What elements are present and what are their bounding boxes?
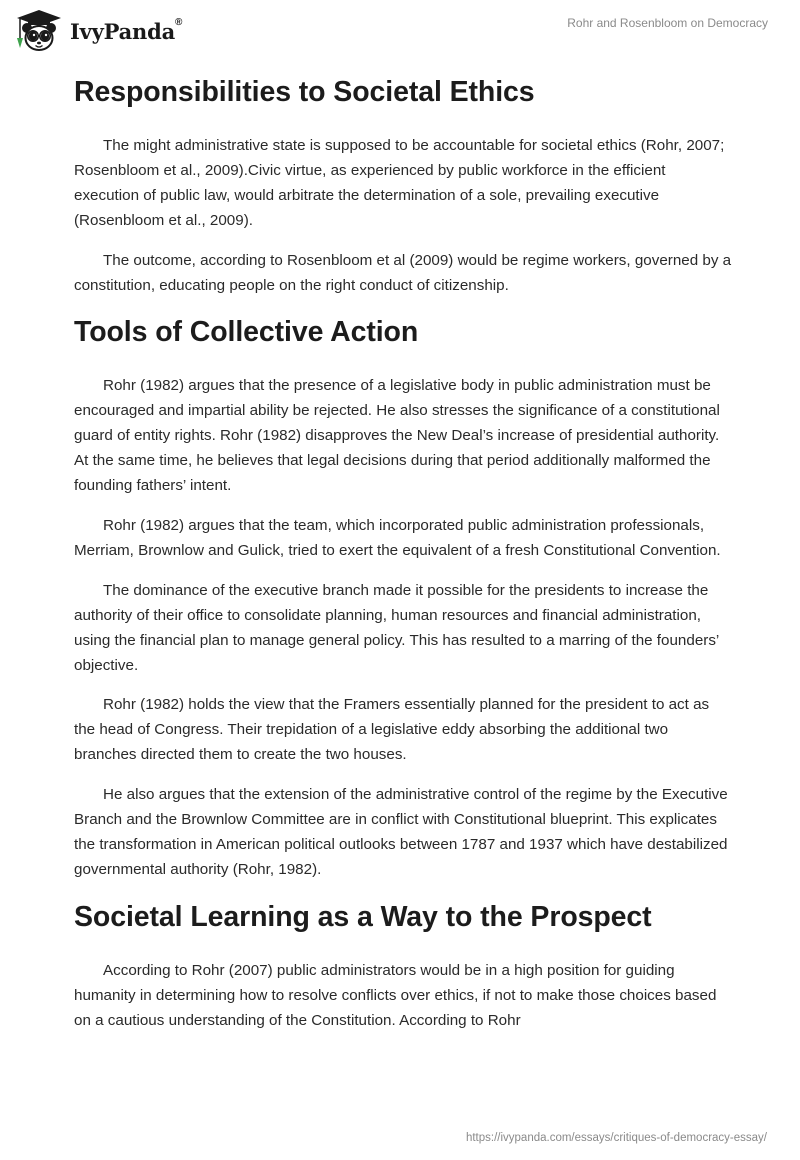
paragraph: The might administrative state is supposed to be accountable for societal ethics (Rohr, 2007; Rosenbloom et al., 2009).Civic virtue, as experienced by public workforce in the efficient execution of public law, would arbitrate the determination of a sole, prevailing executive (Rosenbloom et al., 2009). xyxy=(74,137,725,229)
paragraph: He also argues that the extension of the administrative control of the regime by the Executive Branch and the Brownlow Committee are in conflict with Constitutional blueprint. This explicates the transformation in American political outlooks between 1787 and 1937 which have destabilized governmental authority (Rohr, 1982). xyxy=(74,786,728,878)
registered-mark: ® xyxy=(175,16,183,28)
page-header xyxy=(0,0,800,66)
section-collective-action xyxy=(74,298,734,882)
source-url[interactable]: https://ivypanda.com/essays/critiques-of-democracy-essay/ xyxy=(465,1132,767,1144)
logo-name: IvyPanda xyxy=(70,18,176,44)
paragraph: The dominance of the executive branch made it possible for the presidents to increase the authority of their office to consolidate planning, human resources and financial administration, using the financial plan to manage general policy. This has resulted to a marring of the founders’ objective. xyxy=(74,581,719,674)
ivypanda-logo[interactable] xyxy=(14,8,182,54)
paragraph: Rohr (1982) argues that the presence of a legislative body in public administration must be encouraged and impartial ability be rejected. He also stresses the significance of a constitutional guard of entity rights. Rohr (1982) disapproves the New Deal’s increase of presidential authority. At the same time, he believes that legal decisions during that period additionally malformed the founding fathers’ intent. xyxy=(74,377,720,495)
section-heading: Responsibilities to Societal Ethics xyxy=(74,76,535,108)
section-societal-learning xyxy=(74,883,734,1034)
essay-body xyxy=(74,66,734,1033)
section-societal-ethics xyxy=(74,68,734,298)
paragraph: Rohr (1982) argues that the team, which incorporated public administration professionals, Merriam, Brownlow and Gulick, tried to exert the equivalent of a fresh Constitutional Convention. xyxy=(74,516,721,559)
paragraph: Rohr (1982) holds the view that the Framers essentially planned for the president to act as the head of Congress. Their trepidation of a legislative eddy absorbing the additional two branches directed them to create the two houses. xyxy=(74,696,710,764)
paragraph: The outcome, according to Rosenbloom et al (2009) would be regime workers, governed by a constitution, educating people on the right conduct of citizenship. xyxy=(74,251,732,294)
panda-graduate-icon xyxy=(14,8,64,54)
paragraph: According to Rohr (2007) public administrators would be in a high position for guiding humanity in determining how to resolve conflicts over ethics, if not to make those choices based on a cautious understanding of the Constitution. According to Rohr xyxy=(74,961,717,1029)
logo-wordmark xyxy=(70,16,183,44)
document-title: Rohr and Rosenbloom on Democracy xyxy=(567,16,768,30)
section-heading: Tools of Collective Action xyxy=(74,316,419,349)
section-heading: Societal Learning as a Way to the Prospect xyxy=(74,900,652,933)
